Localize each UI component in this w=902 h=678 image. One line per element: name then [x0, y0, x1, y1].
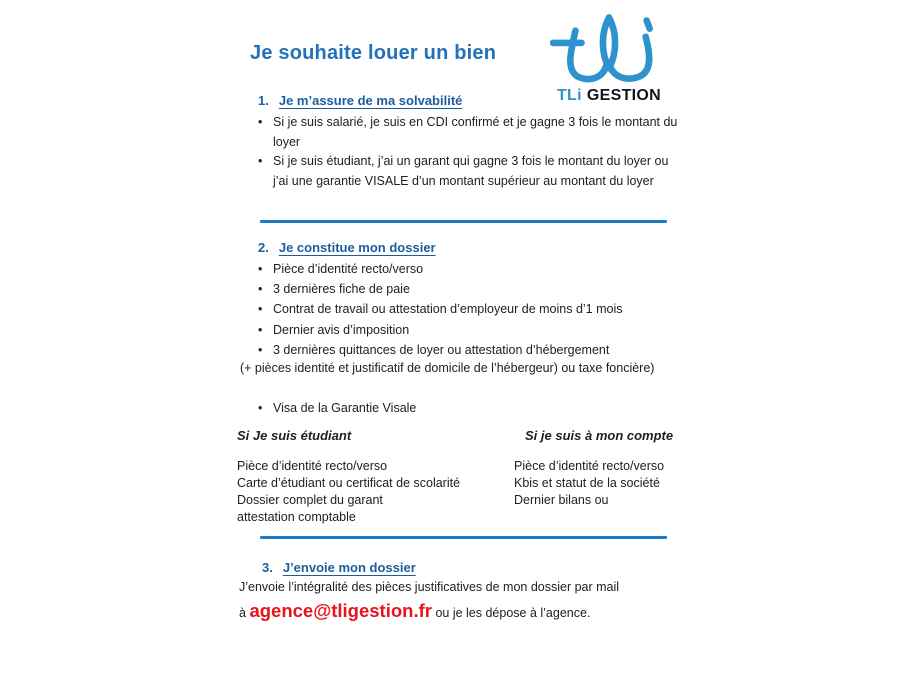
- bullet-text: • Visa de la Garantie Visale: [273, 401, 417, 415]
- list-item: Carte d’étudiant ou certificat de scolarité: [237, 476, 461, 490]
- list-item: [258, 320, 623, 340]
- bullet-text: • Pièce d’identité recto/verso: [273, 262, 424, 276]
- list-item: Pièce d’identité recto/verso: [237, 459, 388, 473]
- list-item: [258, 113, 685, 152]
- list-item: attestation comptable: [237, 510, 356, 524]
- agency-email-link[interactable]: agence@tligestion.fr: [249, 600, 432, 621]
- list-item: [258, 259, 623, 279]
- brand-logo: [548, 14, 670, 105]
- student-column-heading: Si Je suis étudiant: [237, 428, 352, 443]
- section-divider: [260, 220, 667, 223]
- email-suffix-text: ou je les dépose à l’agence.: [431, 606, 591, 620]
- self-employed-column-list: [514, 458, 673, 509]
- list-item: [258, 279, 623, 299]
- list-item: Dernier bilans ou: [514, 493, 609, 507]
- send-email-line: [239, 598, 590, 626]
- section-1-number: 1.: [258, 93, 269, 108]
- bullet-text: • 3 dernières quittances de loyer ou attestation d’hébergement: [273, 342, 610, 357]
- section-3-title: J’envoie mon dossier: [282, 560, 416, 575]
- bullet-text: • 3 dernières fiche de paie: [273, 282, 410, 297]
- logo-wordmark-gestion: GESTION: [586, 87, 661, 104]
- section-2-title: Je constitue mon dossier: [278, 240, 436, 255]
- section-2-heading: [258, 240, 436, 255]
- section-divider: [260, 536, 667, 539]
- list-item: Dossier complet du garant: [237, 493, 383, 507]
- student-column-list: [237, 458, 460, 526]
- logo-wordmark: [548, 87, 670, 105]
- bullet-text: • Si je suis salarié, je suis en CDI confirmé et je gagne 3 fois le montant du loyer: [273, 115, 678, 149]
- logo-wordmark-tli: TLi: [556, 87, 582, 104]
- page-title: Je souhaite louer un bien: [250, 42, 497, 64]
- self-employed-column-heading: Si je suis à mon compte: [525, 428, 674, 443]
- list-item: [258, 152, 685, 191]
- bullet-text: • Si je suis étudiant, j’ai un garant qui gagne 3 fois le montant du loyer ou j’ai une garantie VISALE d’un montant supérieur au montant du loyer: [273, 154, 669, 188]
- self-employed-column: [514, 429, 673, 509]
- dossier-bullet-list: [258, 259, 623, 360]
- section-3-heading: [262, 560, 416, 575]
- list-item: [258, 340, 623, 360]
- send-instructions-text: J’envoie l’intégralité des pièces justificatives de mon dossier par mail: [239, 580, 620, 594]
- email-prefix-text: à: [239, 606, 250, 620]
- section-2-number: 2.: [258, 240, 269, 255]
- section-1-heading: [258, 93, 462, 108]
- dossier-final-bullet: [258, 399, 416, 419]
- section-1-title: Je m’assure de ma solvabilité: [278, 93, 463, 108]
- bullet-text: • Dernier avis d’imposition: [273, 322, 410, 337]
- list-item: Pièce d’identité recto/verso: [514, 459, 665, 473]
- tli-monogram-icon: [550, 14, 668, 84]
- solvency-bullet-list: [258, 113, 685, 191]
- section-3-number: 3.: [262, 560, 273, 575]
- list-item: Kbis et statut de la société: [514, 476, 660, 490]
- dossier-continuation-text: (+ pièces identité et justificatif de domicile de l’hébergeur) ou taxe foncière): [240, 361, 655, 375]
- bullet-text: • Contrat de travail ou attestation d’employeur de moins d’1 mois: [273, 302, 623, 317]
- student-column: [237, 429, 460, 526]
- list-item: [258, 299, 623, 319]
- list-item: [258, 399, 416, 419]
